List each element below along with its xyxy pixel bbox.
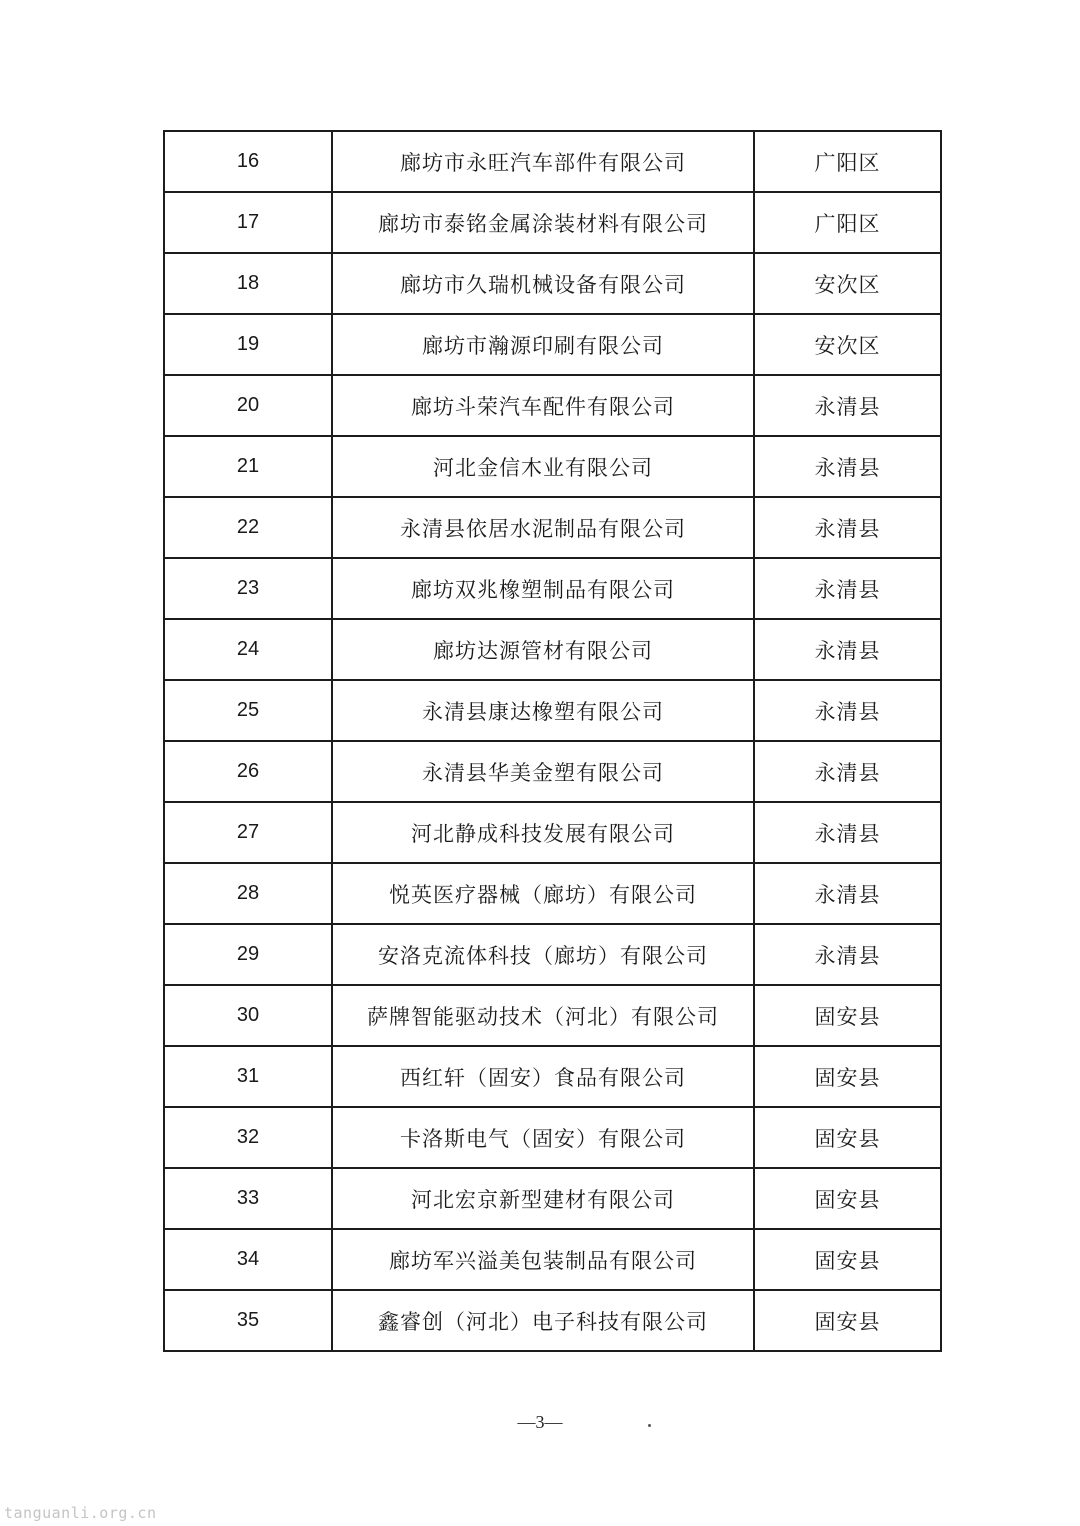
row-number-cell: 31 xyxy=(164,1046,332,1107)
district-cell: 永清县 xyxy=(754,436,941,497)
district-cell: 永清县 xyxy=(754,924,941,985)
row-number-cell: 20 xyxy=(164,375,332,436)
company-name-cell: 永清县华美金塑有限公司 xyxy=(332,741,754,802)
company-name-cell: 安洛克流体科技（廊坊）有限公司 xyxy=(332,924,754,985)
company-name-cell: 河北静成科技发展有限公司 xyxy=(332,802,754,863)
company-name-cell: 萨牌智能驱动技术（河北）有限公司 xyxy=(332,985,754,1046)
company-name-cell: 廊坊市瀚源印刷有限公司 xyxy=(332,314,754,375)
table-row xyxy=(164,1046,941,1107)
company-name-cell: 河北金信木业有限公司 xyxy=(332,436,754,497)
row-number-cell: 25 xyxy=(164,680,332,741)
district-cell: 广阳区 xyxy=(754,192,941,253)
table-row xyxy=(164,436,941,497)
district-cell: 永清县 xyxy=(754,863,941,924)
district-cell: 固安县 xyxy=(754,1290,941,1351)
company-name-cell: 河北宏京新型建材有限公司 xyxy=(332,1168,754,1229)
company-table xyxy=(163,130,942,1352)
company-name-cell: 廊坊市泰铭金属涂装材料有限公司 xyxy=(332,192,754,253)
company-name-cell: 廊坊斗荣汽车配件有限公司 xyxy=(332,375,754,436)
row-number-cell: 23 xyxy=(164,558,332,619)
row-number-cell: 33 xyxy=(164,1168,332,1229)
district-cell: 固安县 xyxy=(754,1046,941,1107)
table-row xyxy=(164,619,941,680)
district-cell: 安次区 xyxy=(754,314,941,375)
row-number-cell: 30 xyxy=(164,985,332,1046)
table-row xyxy=(164,863,941,924)
table-row xyxy=(164,680,941,741)
table-row xyxy=(164,741,941,802)
row-number-cell: 24 xyxy=(164,619,332,680)
company-name-cell: 永清县康达橡塑有限公司 xyxy=(332,680,754,741)
row-number-cell: 19 xyxy=(164,314,332,375)
row-number-cell: 28 xyxy=(164,863,332,924)
district-cell: 固安县 xyxy=(754,1168,941,1229)
table-row xyxy=(164,1168,941,1229)
row-number-cell: 22 xyxy=(164,497,332,558)
company-name-cell: 廊坊市久瑞机械设备有限公司 xyxy=(332,253,754,314)
district-cell: 固安县 xyxy=(754,1229,941,1290)
district-cell: 永清县 xyxy=(754,802,941,863)
table-row xyxy=(164,802,941,863)
table-row xyxy=(164,985,941,1046)
table-row xyxy=(164,131,941,192)
company-name-cell: 廊坊达源管材有限公司 xyxy=(332,619,754,680)
company-name-cell: 鑫睿创（河北）电子科技有限公司 xyxy=(332,1290,754,1351)
row-number-cell: 32 xyxy=(164,1107,332,1168)
district-cell: 永清县 xyxy=(754,497,941,558)
row-number-cell: 29 xyxy=(164,924,332,985)
company-name-cell: 廊坊双兆橡塑制品有限公司 xyxy=(332,558,754,619)
table-row xyxy=(164,314,941,375)
page-number: —3— xyxy=(517,1412,563,1432)
row-number-cell: 17 xyxy=(164,192,332,253)
company-name-cell: 西红轩（固安）食品有限公司 xyxy=(332,1046,754,1107)
company-name-cell: 卡洛斯电气（固安）有限公司 xyxy=(332,1107,754,1168)
row-number-cell: 34 xyxy=(164,1229,332,1290)
district-cell: 固安县 xyxy=(754,985,941,1046)
row-number-cell: 26 xyxy=(164,741,332,802)
district-cell: 永清县 xyxy=(754,558,941,619)
row-number-cell: 18 xyxy=(164,253,332,314)
district-cell: 永清县 xyxy=(754,741,941,802)
table-row xyxy=(164,1107,941,1168)
table-row xyxy=(164,497,941,558)
row-number-cell: 21 xyxy=(164,436,332,497)
table-row xyxy=(164,192,941,253)
table-body xyxy=(164,131,941,1351)
table-row xyxy=(164,253,941,314)
district-cell: 广阳区 xyxy=(754,131,941,192)
district-cell: 永清县 xyxy=(754,619,941,680)
table-row xyxy=(164,375,941,436)
table-row xyxy=(164,1229,941,1290)
row-number-cell: 35 xyxy=(164,1290,332,1351)
row-number-cell: 16 xyxy=(164,131,332,192)
table-row xyxy=(164,1290,941,1351)
district-cell: 安次区 xyxy=(754,253,941,314)
district-cell: 永清县 xyxy=(754,680,941,741)
site-watermark: tanguanli.org.cn xyxy=(4,1504,157,1522)
district-cell: 固安县 xyxy=(754,1107,941,1168)
row-number-cell: 27 xyxy=(164,802,332,863)
company-name-cell: 永清县依居水泥制品有限公司 xyxy=(332,497,754,558)
scan-dot xyxy=(648,1424,651,1427)
table-row xyxy=(164,558,941,619)
company-name-cell: 廊坊市永旺汽车部件有限公司 xyxy=(332,131,754,192)
district-cell: 永清县 xyxy=(754,375,941,436)
table-row xyxy=(164,924,941,985)
company-name-cell: 悦英医疗器械（廊坊）有限公司 xyxy=(332,863,754,924)
company-name-cell: 廊坊军兴溢美包装制品有限公司 xyxy=(332,1229,754,1290)
